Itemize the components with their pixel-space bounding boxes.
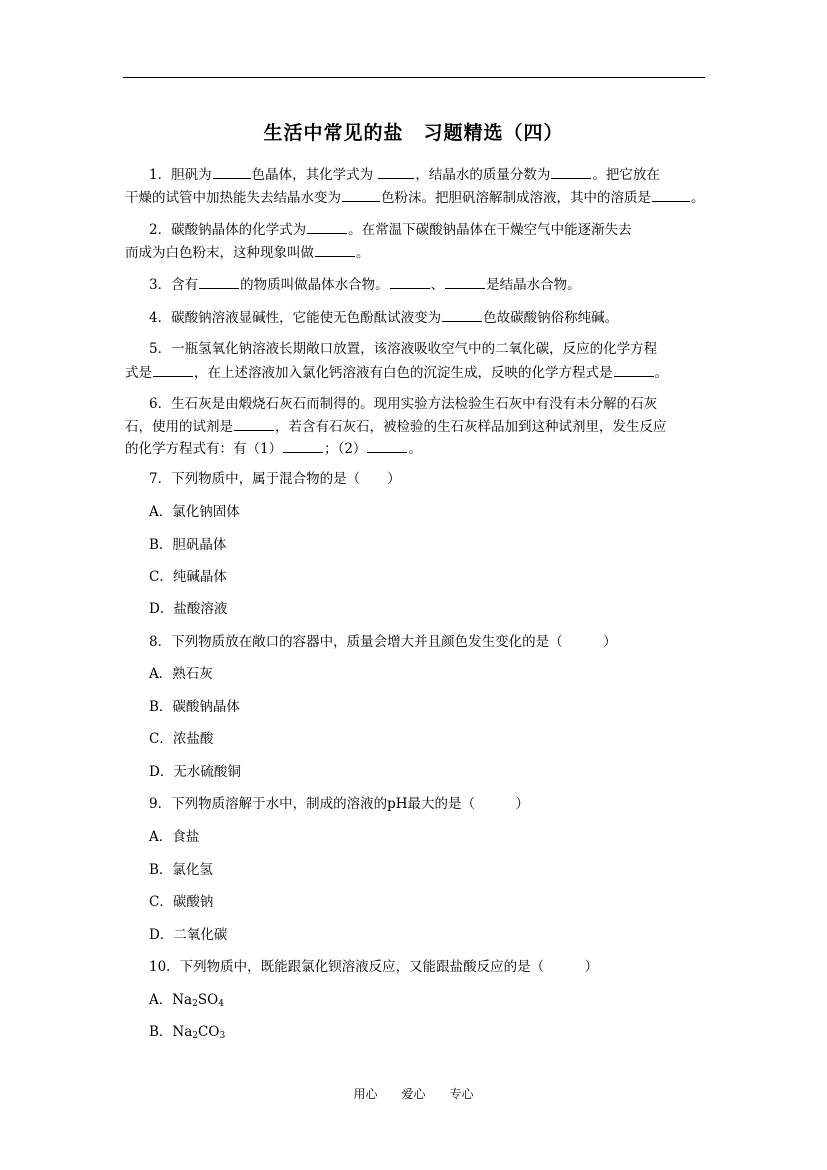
question-2-line-1: 2．碳酸钠晶体的化学式为 。在常温下碳酸钠晶体在干燥空气中能逐渐失去 (149, 219, 632, 240)
question-7-option-a[interactable]: A．氯化钠固体 (149, 504, 240, 520)
question-7-option-b[interactable]: B．胆矾晶体 (149, 537, 227, 553)
question-7-option-d[interactable]: D．盐酸溶液 (149, 601, 228, 617)
answer-blank[interactable] (342, 187, 380, 202)
answer-blank[interactable] (551, 164, 591, 179)
question-6-line-3: 的化学方程式有：有（1） ；（2） 。 (125, 438, 422, 459)
question-9-option-d[interactable]: D．二氧化碳 (149, 927, 228, 943)
answer-blank[interactable] (378, 164, 414, 179)
answer-blank[interactable] (390, 274, 430, 289)
answer-blank[interactable] (213, 164, 251, 179)
question-2-line-2: 而成为白色粉末，这种现象叫做 。 (125, 242, 370, 263)
question-6-line-1: 6．生石灰是由煅烧石灰石而制得的。现用实验方法检验生石灰中有没有未分解的石灰 (149, 396, 658, 412)
answer-blank[interactable] (315, 242, 355, 257)
question-8-stem: 8．下列物质放在敞口的容器中，质量会增大并且颜色发生变化的是（ ） (149, 634, 617, 650)
question-10-option-b[interactable]: B．$Na_2CO_3$ (149, 1024, 226, 1041)
answer-blank[interactable] (445, 274, 485, 289)
header-rule (123, 77, 705, 78)
question-9-option-a[interactable]: A．食盐 (149, 829, 200, 845)
answer-blank[interactable] (199, 274, 239, 289)
question-7-option-c[interactable]: C．纯碱晶体 (149, 569, 227, 585)
question-9-option-c[interactable]: C．碳酸钠 (149, 894, 214, 910)
question-8-option-c[interactable]: C．浓盐酸 (149, 731, 214, 747)
answer-blank[interactable] (234, 416, 274, 431)
question-10-option-a[interactable]: A．$Na_2SO_4$ (149, 992, 224, 1009)
question-4: 4．碳酸钠溶液显碱性，它能使无色酚酞试液变为 色故碳酸钠俗称纯碱。 (149, 307, 618, 328)
question-9-stem: 9．下列物质溶解于水中，制成的溶液的pH最大的是（ ） (149, 796, 530, 812)
question-8-option-a[interactable]: A．熟石灰 (149, 666, 213, 682)
answer-blank[interactable] (614, 362, 654, 377)
question-5-line-2: 式是 ，在上述溶液加入氯化钙溶液有白色的沉淀生成，反映的化学方程式是 。 (125, 362, 668, 383)
question-5-line-1: 5．一瓶氢氧化钠溶液长期敞口放置，该溶液吸收空气中的二氧化碳，反应的化学方程 (149, 341, 658, 357)
question-9-option-b[interactable]: B．氯化氢 (149, 862, 213, 878)
question-8-option-d[interactable]: D．无水硫酸铜 (149, 764, 241, 780)
answer-blank[interactable] (442, 307, 482, 322)
page-footer: 用心 爱心 专心 (353, 1087, 474, 1101)
answer-blank[interactable] (283, 438, 323, 453)
question-10-stem: 10．下列物质中，既能跟氯化钡溶液反应，又能跟盐酸反应的是（ ） (149, 959, 599, 975)
question-1-line-2: 干燥的试管中加热能失去结晶水变为 色粉沫。把胆矾溶解制成溶液，其中的溶质是 。 (125, 187, 705, 208)
answer-blank[interactable] (307, 219, 347, 234)
page-title: 生活中常见的盐 习题精选（四） (263, 122, 564, 144)
answer-blank[interactable] (652, 187, 690, 202)
question-8-option-b[interactable]: B．碳酸钠晶体 (149, 699, 240, 715)
answer-blank[interactable] (153, 362, 193, 377)
question-7-stem: 7．下列物质中，属于混合物的是（ ） (149, 471, 401, 487)
question-3: 3．含有 的物质叫做晶体水合物。 、 是结晶水合物。 (149, 274, 581, 295)
question-1-line-1: 1．胆矾为 色晶体，其化学式为 ，结晶水的质量分数为 。把它放在 (149, 164, 660, 185)
answer-blank[interactable] (367, 438, 407, 453)
question-6-line-2: 石，使用的试剂是 ，若含有石灰石，被检验的生石灰样品加到这种试剂里，发生反应 (125, 416, 667, 437)
